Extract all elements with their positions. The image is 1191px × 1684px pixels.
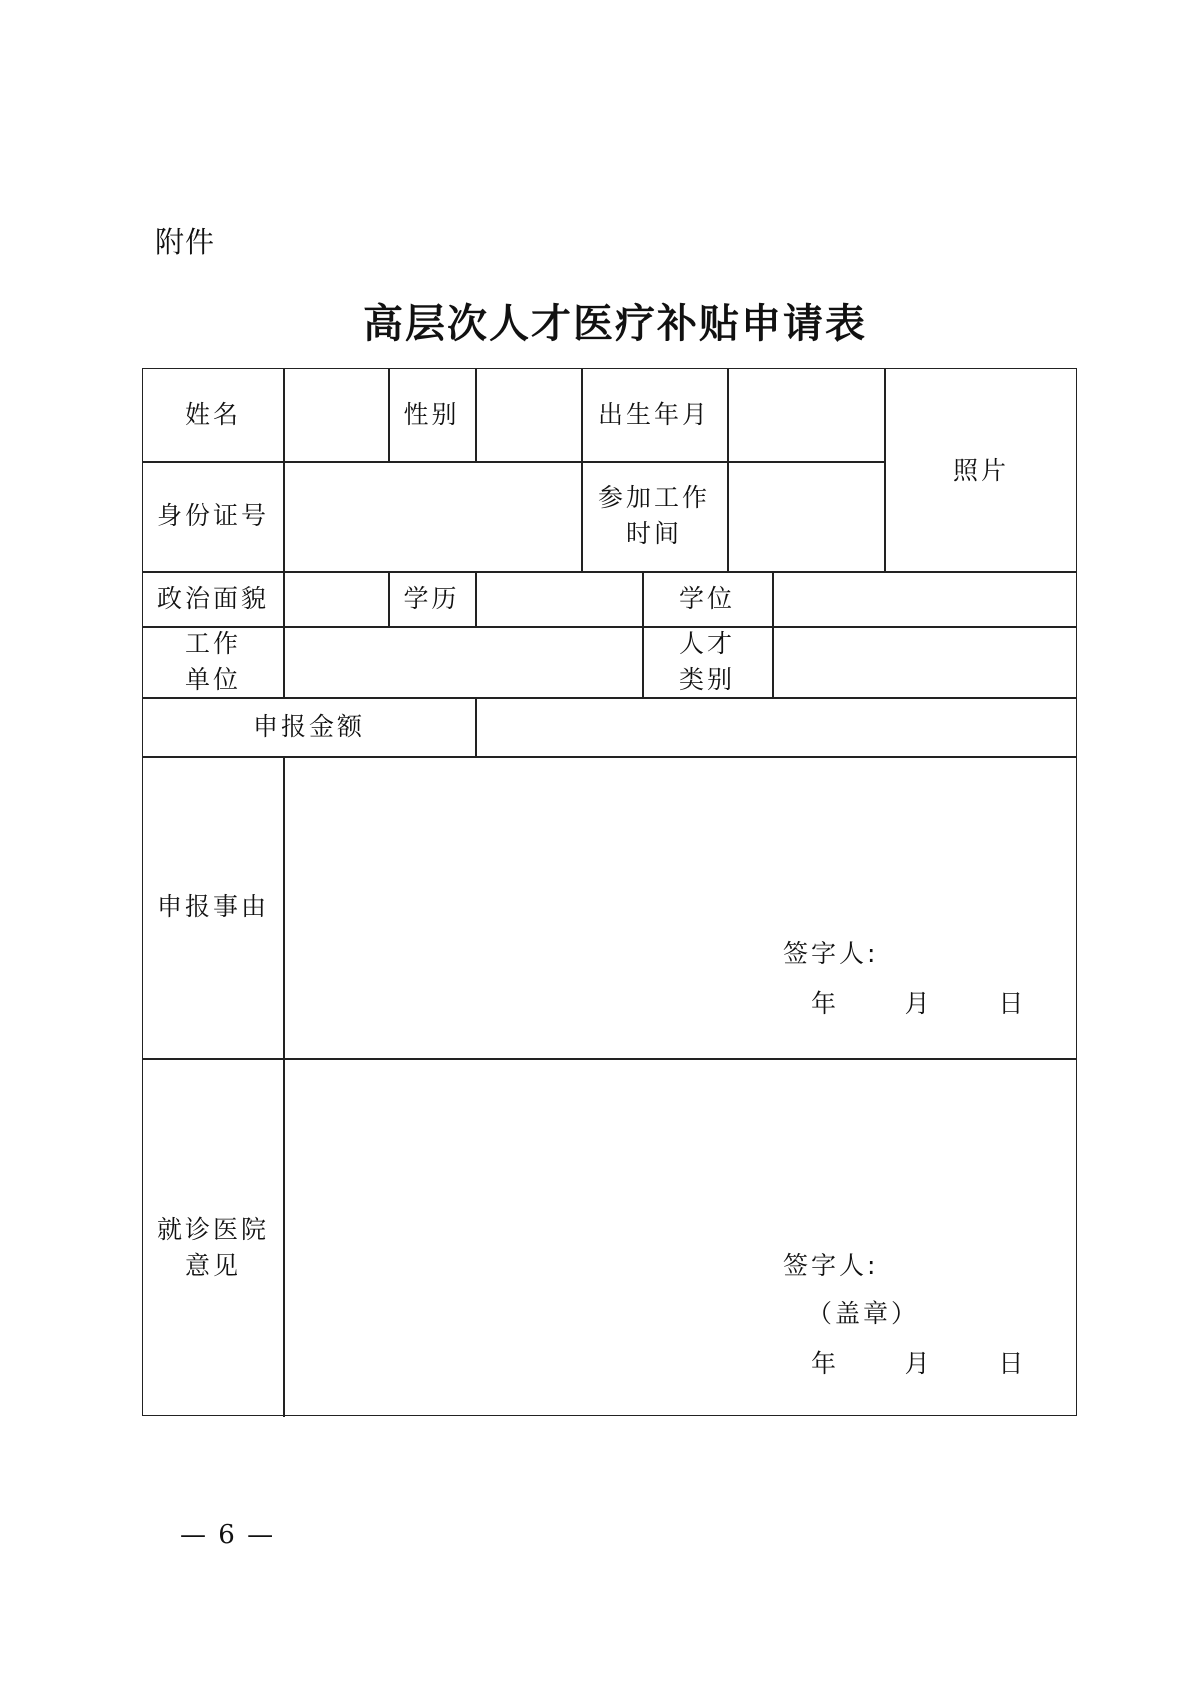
- application-form-table: [142, 368, 1077, 1416]
- id-number-label: 身份证号: [156, 501, 269, 530]
- id-number-field[interactable]: [283, 461, 581, 571]
- gender-field[interactable]: [475, 369, 581, 461]
- employer-label: 工作 单位: [184, 628, 241, 694]
- name-label: 姓名: [184, 400, 241, 429]
- education-field[interactable]: [475, 571, 642, 626]
- degree-field[interactable]: [772, 571, 1078, 626]
- photo-box[interactable]: 照片: [952, 456, 1009, 485]
- employer-field[interactable]: [283, 626, 642, 697]
- document-title: 高层次人才医疗补贴申请表: [363, 300, 867, 347]
- political-status-field[interactable]: [283, 571, 388, 626]
- name-field[interactable]: [283, 369, 388, 461]
- work-start-field[interactable]: [727, 461, 884, 571]
- talent-category-label: 人才 类别: [678, 628, 735, 694]
- birth-date-label: 出生年月: [597, 400, 710, 429]
- gender-label: 性别: [403, 400, 460, 429]
- talent-category-field[interactable]: [772, 626, 1078, 697]
- page-number: — 6 —: [180, 1520, 276, 1550]
- reason-signature-label: 签字人:: [783, 939, 879, 968]
- education-label: 学历: [403, 583, 460, 613]
- hospital-seal-label: （盖章）: [807, 1299, 920, 1328]
- political-status-label: 政治面貌: [156, 583, 269, 613]
- birth-date-field[interactable]: [727, 369, 884, 461]
- reason-date-label: 年 月 日: [811, 989, 1027, 1018]
- amount-label: 申报金额: [252, 711, 365, 741]
- work-start-label: 参加工作 时间: [597, 483, 710, 548]
- reason-label: 申报事由: [156, 892, 269, 921]
- attachment-label: 附件: [155, 225, 216, 259]
- amount-field[interactable]: [475, 697, 1078, 756]
- hospital-opinion-label: 就诊医院 意见: [156, 1214, 269, 1280]
- hospital-signature-label: 签字人:: [783, 1251, 879, 1280]
- degree-label: 学位: [678, 583, 735, 613]
- hospital-date-label: 年 月 日: [811, 1349, 1027, 1378]
